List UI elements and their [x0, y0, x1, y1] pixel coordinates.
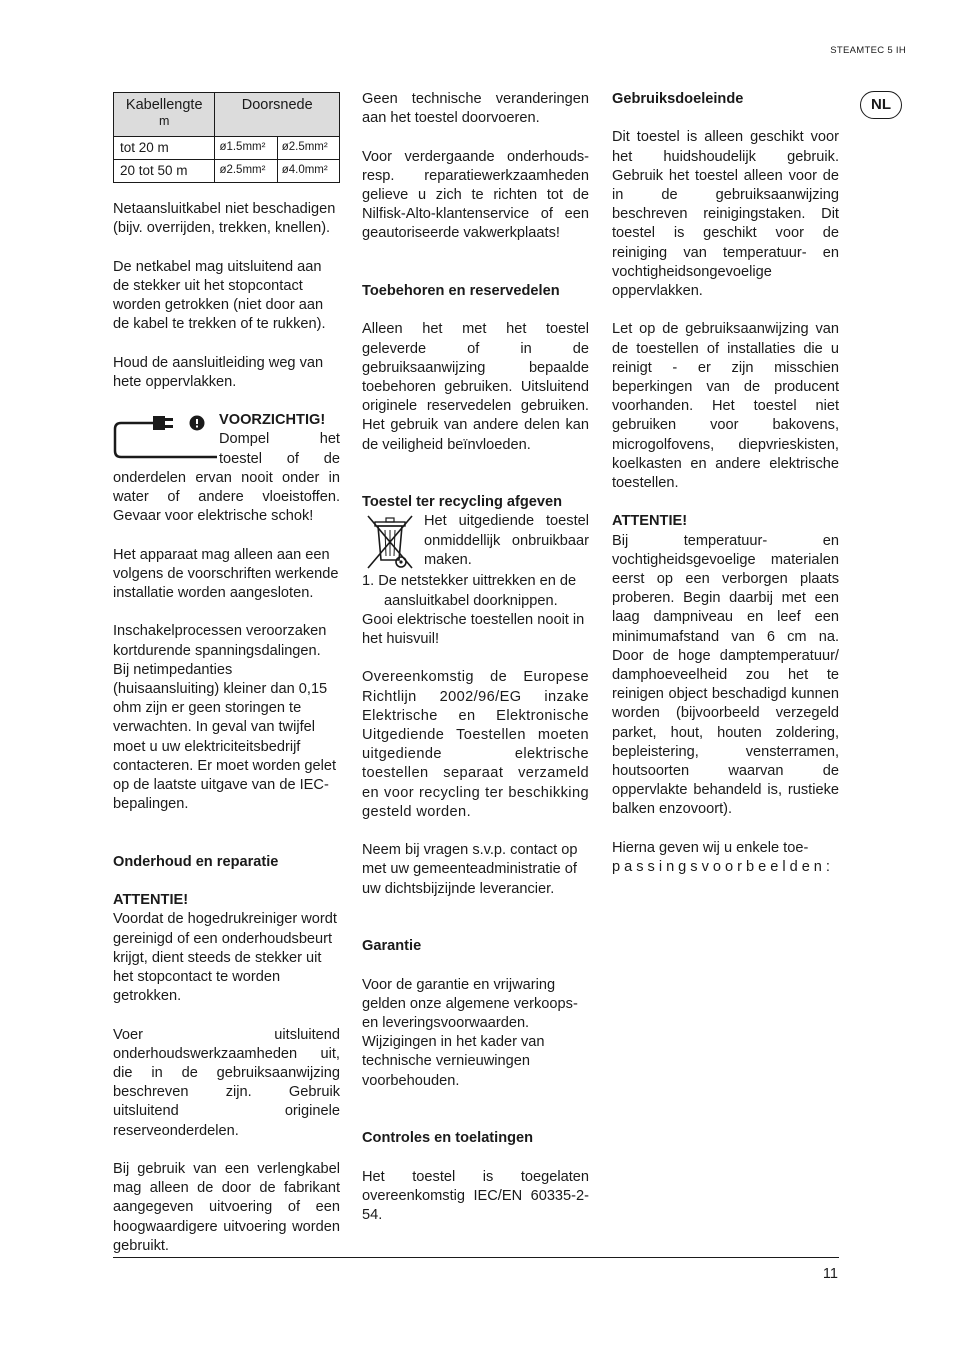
table-cell-section-a: ø1.5mm² [215, 137, 277, 160]
section-heading-maintenance: Onderhoud en reparatie [113, 853, 279, 870]
paragraph: Geen technische veranderingen aan het toestel doorvoeren. [362, 91, 589, 127]
table-header-length-unit: m [159, 114, 170, 128]
page-number: 11 [822, 1266, 838, 1282]
crossed-bin-icon [362, 512, 420, 572]
table-cell-section-b: ø2.5mm² [277, 137, 339, 160]
paragraph: Het apparaat mag alleen aan een volgens de voorschriften werkende installatie worden aangesloten. [113, 546, 339, 601]
section-heading-warranty: Garantie [362, 938, 422, 955]
section-heading-accessories: Toebehoren en reservedelen [362, 282, 560, 299]
table-cell-section-b: ø4.0mm² [277, 160, 339, 183]
table-header-length [114, 93, 215, 137]
recycling-block [362, 512, 589, 572]
table-row [114, 137, 340, 160]
paragraph: Voer uitsluitend onderhoudswerkzaamheden uit, die in de gebruiksaanwijzing beschreven zijn. Gebruik uitsluitend originele reserveonderdelen. [113, 1026, 340, 1139]
table-cell-length: 20 tot 50 m [114, 160, 215, 183]
language-badge: NL [860, 91, 902, 119]
paragraph [612, 839, 839, 877]
paragraph: Dit toestel is alleen geschikt voor het huidshoudelijk gebruik. Gebruik het toestel alleen voor de in de gebruiksaanwijzing beschreven reinigingstaken. Dit toestel is geschikt voor de reiniging van temperatuur- en vochtigheidsongevoelige oppervlakken. [612, 129, 839, 300]
paragraph: Netaansluitkabel niet beschadigen (bijv. overrijden, trekken, knellen). [113, 201, 336, 237]
table-header-length-label: Kabellengte [125, 97, 203, 113]
paragraph: Bij gebruik van een verlengkabel mag alleen de door de fabrikant aangegeven uitvoering of een hoogwaardigere uitvoering worden gebruikt. [113, 1161, 340, 1254]
document-code: STEAMTEC 5 IH [830, 45, 906, 56]
column-3 [612, 90, 839, 896]
paragraph: Houd de aansluitleiding weg van hete oppervlakken. [113, 354, 324, 390]
table-row [114, 160, 340, 183]
table-cell-section-a: ø2.5mm² [215, 160, 277, 183]
table-header-section: Doorsnede [215, 93, 340, 137]
paragraph: De netkabel mag uitsluitend aan de stekker uit het stopcontact worden getrokken (niet door aan de kabel te trekken of te rukken). [113, 258, 326, 333]
paragraph: Bij temperatuur- en vochtigheidsgevoelige materialen eerst op een verborgen plaats proberen. Begin daarbij met een laag dampniveau en leef een minimumafstand van 6 cm na. Door de hoge damptemperatuur/ damphoeveelheid zou het te reinigen object beschadigd kunnen worden (bijvoorbeeld verzegeld parket, hout, houten zoldering, bepleistering, vensterramen, houtsoorten waarvan de oppervlakte behandeld is, rustieke balken enzovoort). [612, 532, 839, 818]
paragraph: Voor de garantie en vrijwaring gelden onze algemene verkoops- en leveringsvoorwaarden. Wijzigingen in het kader van technische vernieuwingen voorbehouden. [362, 976, 578, 1089]
section-heading-recycling: Toestel ter recycling afgeven [362, 494, 563, 511]
paragraph: Alleen het met het toestel geleverde of in de gebruiksaanwijzing bepaalde toebehoren gebruiken. Uitsluitend originele reservedelen gebruiken. Het gebruik van andere delen kan de veiligheid beïnvloeden. [362, 321, 589, 453]
paragraph-line: Hierna geven wij u enkele toe- [612, 839, 809, 856]
paragraph: Voordat de hogedrukreiniger wordt gereinigd of een onderhoudsbeurt krijgt, dient steeds de stekker uit het stopcontact te worden getrokken. [113, 911, 337, 1005]
paragraph: Neem bij vragen s.v.p. contact op met uw gemeenteadministratie of uw dichtsbijzijnde leverancier. [362, 842, 578, 897]
paragraph: Het toestel is toegelaten overeenkomstig IEC/EN 60335-2-54. [362, 1168, 589, 1223]
table-cell-length: tot 20 m [114, 137, 215, 160]
attention-label: ATTENTIE! [612, 513, 688, 530]
cable-table [113, 92, 340, 183]
warning-title: VOORZICHTIG! [219, 412, 326, 429]
column-2 [362, 90, 589, 1244]
attention-label: ATTENTIE! [113, 892, 189, 909]
column-1 [113, 90, 340, 1275]
paragraph-line: passingsvoorbeelden: [612, 859, 834, 876]
paragraph: Let op de gebruiksaanwijzing van de toestellen of installaties die u reinigt - er zijn misschien beperkingen van de producent voorhanden. Het toestel niet gebruiken voor bakovens, microgolfovens, diepvrieskisten, koelkasten en andere elektrische toestellen. [612, 321, 839, 492]
recycling-steps [362, 572, 589, 610]
section-heading-controls: Controles en toelatingen [362, 1130, 534, 1147]
recycling-text: Het uitgediende toestel onmiddellijk onbruikbaar maken. [424, 513, 589, 568]
paragraph: Inschakelprocessen veroorzaken kortdurende spanningsdalingen. Bij netimpedanties (huisaansluiting) kleiner dan 0,15 ohm zijn er geen storingen te verwachten. In geval van twijfel moet u uw elektriciteitsbedrijf contacteren. Er moet worden gelet op de laatste uitgave van de IEC-bepalingen. [113, 623, 337, 813]
plug-warning-icon [113, 413, 219, 459]
warning-text: Dompel het toestel of de onderdelen ervan nooit onder in water of andere vloeistoffen. Gevaar voor elektrische schok! [113, 431, 340, 525]
paragraph: Voor verdergaande onderhouds- resp. reparatiewerkzaamheden gelieve u zich te richten tot de Nilfisk-Alto-klantenservice of een geautoriseerde vakwerkplaats! [362, 148, 589, 242]
warning-block [113, 411, 340, 526]
section-heading-purpose: Gebruiksdoeleinde [612, 91, 744, 107]
paragraph: Gooi elektrische toestellen nooit in het huisvuil! [362, 611, 585, 647]
list-item: 1. De netstekker uittrekken en de aansluitkabel doorknippen. [362, 573, 577, 609]
footer-divider [113, 1257, 839, 1258]
paragraph: Overeenkomstig de Europese Richtlijn 2002/96/EG inzake Elektrische en Elektronische Uitgediende Toestellen moeten uitgediende elektrische toestellen separaat verzameld en voor recycling ter beschikking gesteld worden. [362, 669, 589, 820]
